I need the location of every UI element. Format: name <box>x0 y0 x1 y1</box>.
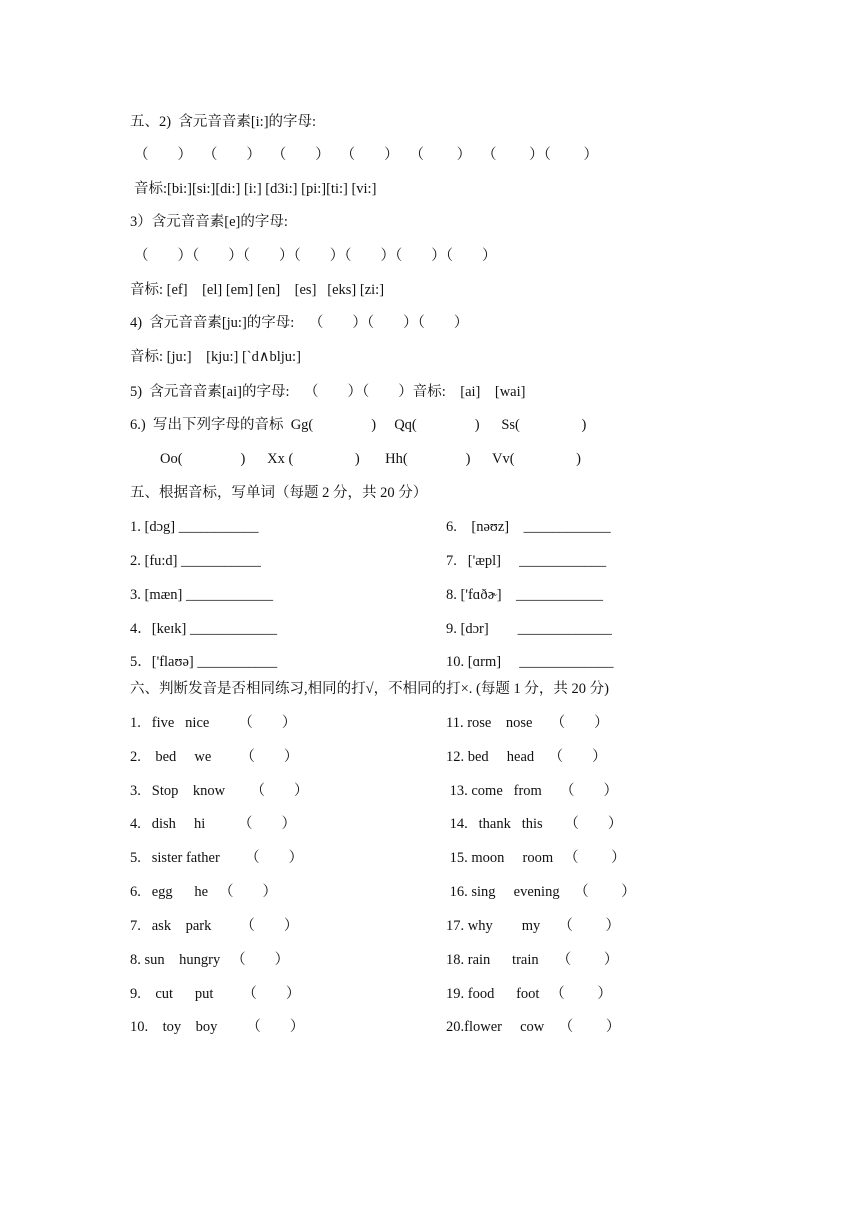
question-item: 3. [mæn] ____________ <box>130 587 273 603</box>
question-item: 6. [nəʊz] ____________ <box>446 519 611 535</box>
question-item: 2. bed we （ ） <box>130 749 299 765</box>
question-item: 1. [dɔg] ___________ <box>130 519 259 535</box>
question-item: 4. dish hi （ ） <box>130 816 296 832</box>
question-item: 10. toy boy （ ） <box>130 1019 305 1035</box>
question-item: 4．[keɪk] ____________ <box>130 621 277 637</box>
part-4-phonetics: 音标: [ju:] [kju:] [`d∧blju:] <box>130 349 301 365</box>
part-3-answer-brackets: （ ）（ ）（ ）（ ）（ ）（ ）（ ） <box>134 248 497 264</box>
question-item: 8. sun hungry （ ） <box>130 952 290 968</box>
question-item: 9. [dɔr] _____________ <box>446 621 612 637</box>
question-item: 8. ['fɑðɚ] ____________ <box>446 587 604 603</box>
question-item: 15. moon room （ ） <box>446 850 626 866</box>
part-3-phonetics: 音标: [ef] [el] [em] [en] [es] [eks] [zi:] <box>130 282 385 298</box>
section-heading: 六、判断发音是否相同练习,相同的打√，不相同的打×. (每题 1 分，共 20 分) <box>130 681 609 697</box>
question-item: 12. bed head （ ） <box>446 749 607 765</box>
question-item: 10. [ɑrm] _____________ <box>446 654 614 670</box>
question-item: 3. Stop know （ ） <box>130 783 309 799</box>
part-2-phonetics: 音标:[bi:][si:][di:] [i:] [d3i:] [pi:][ti:] [vi:] <box>134 181 377 197</box>
question-item: 6. egg he （ ） <box>130 884 277 900</box>
question-item: 9. cut put （ ） <box>130 986 301 1002</box>
part-4-title: 4) 含元音音素[ju:]的字母: （ ）（ ）（ ） <box>130 315 469 331</box>
question-item: 18. rain train （ ） <box>446 952 619 968</box>
question-item: 19. food foot （ ） <box>446 986 612 1002</box>
part-3-title: 3）含元音音素[e]的字母: <box>130 214 288 230</box>
section-heading: 五、根据音标，写单词（每题 2 分，共 20 分） <box>130 485 428 501</box>
part-2-title: 五、2) 含元音音素[i:]的字母: <box>130 114 317 130</box>
question-item: 7. ['æpl] ____________ <box>446 553 607 569</box>
part-6-line-2: Oo( ) Xx ( ) Hh( ) Vv( ) <box>160 451 582 467</box>
question-item: 13. come from （ ） <box>446 783 618 799</box>
question-item: 17. why my （ ） <box>446 918 620 934</box>
question-item: 14. thank this （ ） <box>446 816 623 832</box>
part-5-title: 5) 含元音音素[ai]的字母: （ ）（ ）音标: [ai] [wai] <box>130 384 526 400</box>
question-item: 1. five nice （ ） <box>130 715 297 731</box>
part-2-answer-brackets: （ ） （ ） （ ） （ ） （ ） （ ）（ ） <box>134 147 598 163</box>
question-item: 16. sing evening （ ） <box>446 884 636 900</box>
question-item: 11. rose nose （ ） <box>446 715 609 731</box>
question-item: 7. ask park （ ） <box>130 918 299 934</box>
question-item: 20.flower cow （ ） <box>446 1019 621 1035</box>
question-item: 2. [fu:d] ___________ <box>130 553 261 569</box>
part-6-title: 6.) 写出下列字母的音标 Gg( ) Qq( ) Ss( ) <box>130 417 587 433</box>
question-item: 5．['flaʊə] ___________ <box>130 654 278 670</box>
question-item: 5. sister father （ ） <box>130 850 304 866</box>
